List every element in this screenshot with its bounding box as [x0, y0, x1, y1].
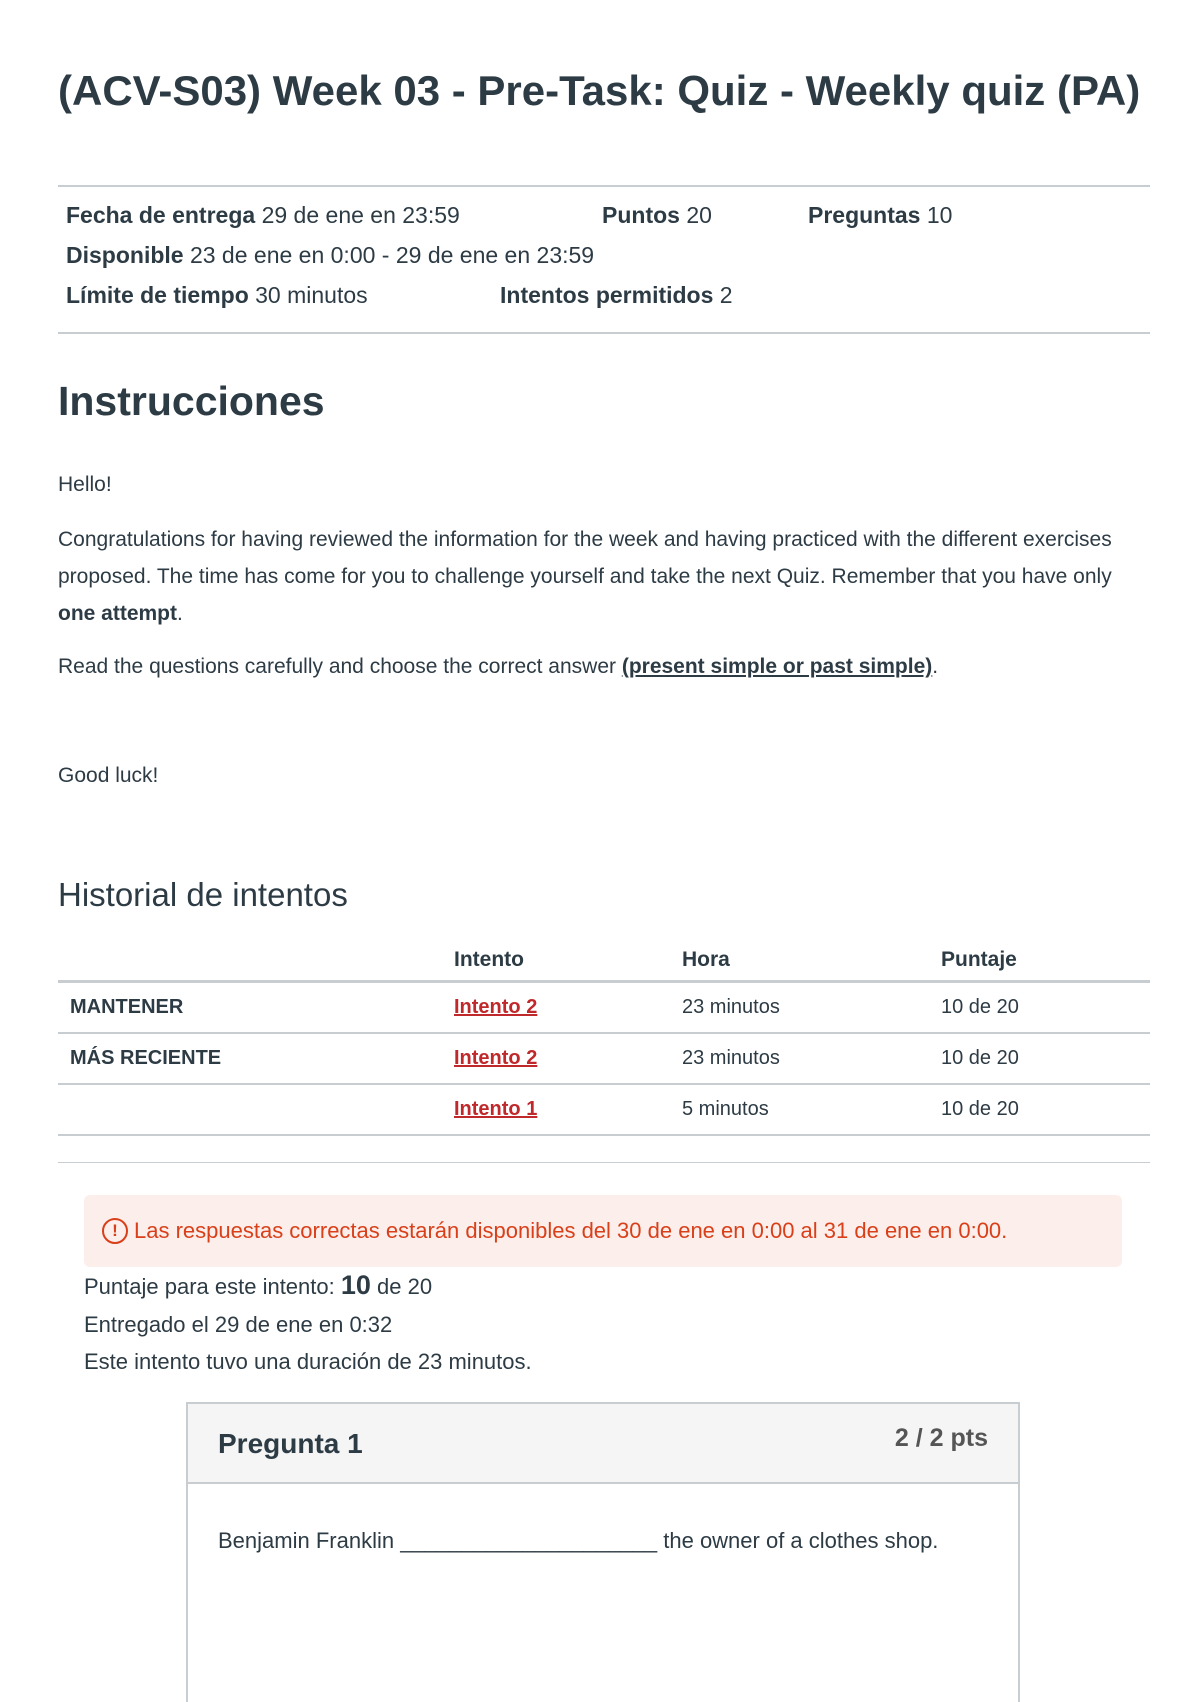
row-score: 10 de 20: [929, 1084, 1150, 1135]
instructions-paragraph: Congratulations for having reviewed the information for the week and having practiced with the different exercises proposed. The time has come for you to challenge yourself and take the next Quiz. Remember that you have only one attempt.: [58, 528, 1112, 625]
instructions-heading: Instrucciones: [58, 378, 325, 424]
divider: [58, 185, 1150, 187]
column-header-label: [58, 940, 442, 982]
question-text: Benjamin Franklin _____________________ the owner of a clothes shop.: [218, 1528, 939, 1553]
submitted-date: Entregado el 29 de ene en 0:32: [84, 1312, 393, 1337]
row-score: 10 de 20: [929, 982, 1150, 1034]
divider: [58, 332, 1150, 334]
warning-circle-icon: !: [102, 1218, 128, 1244]
attempt-link[interactable]: Intento 1: [454, 1098, 538, 1120]
availability: Disponible 23 de ene en 0:00 - 29 de ene en 23:59: [66, 242, 595, 268]
table-header-row: [58, 940, 1150, 982]
table-row: [58, 982, 1150, 1034]
table-row: [58, 1033, 1150, 1084]
attempt-history-heading: Historial de intentos: [58, 876, 348, 913]
attempt-history-table: [58, 940, 1150, 1136]
column-header-attempt: Intento: [442, 940, 670, 982]
due-date: Fecha de entrega 29 de ene en 23:59: [66, 202, 460, 228]
closing-text: Good luck!: [58, 764, 159, 787]
column-header-time: Hora: [670, 940, 929, 982]
row-label: MÁS RECIENTE: [58, 1033, 442, 1084]
table-row: [58, 1084, 1150, 1135]
page-title: (ACV-S03) Week 03 - Pre-Task: Quiz - Weekly quiz (PA): [58, 67, 1141, 114]
question-title: Pregunta 1: [218, 1428, 363, 1459]
row-label: [58, 1084, 442, 1135]
attempts-allowed: Intentos permitidos 2: [500, 282, 733, 308]
question-card: [186, 1402, 1020, 1702]
answers-availability-alert: ! Las respuestas correctas estarán disponibles del 30 de ene en 0:00 al 31 de ene en 0:00.: [84, 1195, 1122, 1267]
instructions-paragraph-2: Read the questions carefully and choose the correct answer (present simple or past simple).: [58, 655, 939, 678]
points: Puntos 20: [602, 202, 712, 228]
time-limit: Límite de tiempo 30 minutos: [66, 282, 368, 308]
attempt-duration: Este intento tuvo una duración de 23 minutos.: [84, 1349, 532, 1374]
row-label: MANTENER: [58, 982, 442, 1034]
question-header: [188, 1404, 1018, 1484]
attempt-score: Puntaje para este intento: 10 de 20: [84, 1270, 433, 1300]
greeting-text: Hello!: [58, 473, 112, 496]
row-score: 10 de 20: [929, 1033, 1150, 1084]
question-points: 2 / 2 pts: [894, 1424, 988, 1452]
row-time: 23 minutos: [670, 982, 929, 1034]
attempt-link[interactable]: Intento 2: [454, 1047, 538, 1069]
column-header-score: Puntaje: [929, 940, 1150, 982]
attempt-link[interactable]: Intento 2: [454, 996, 538, 1018]
row-time: 5 minutos: [670, 1084, 929, 1135]
row-time: 23 minutos: [670, 1033, 929, 1084]
divider: [58, 1162, 1150, 1163]
questions-count: Preguntas 10: [808, 202, 953, 228]
